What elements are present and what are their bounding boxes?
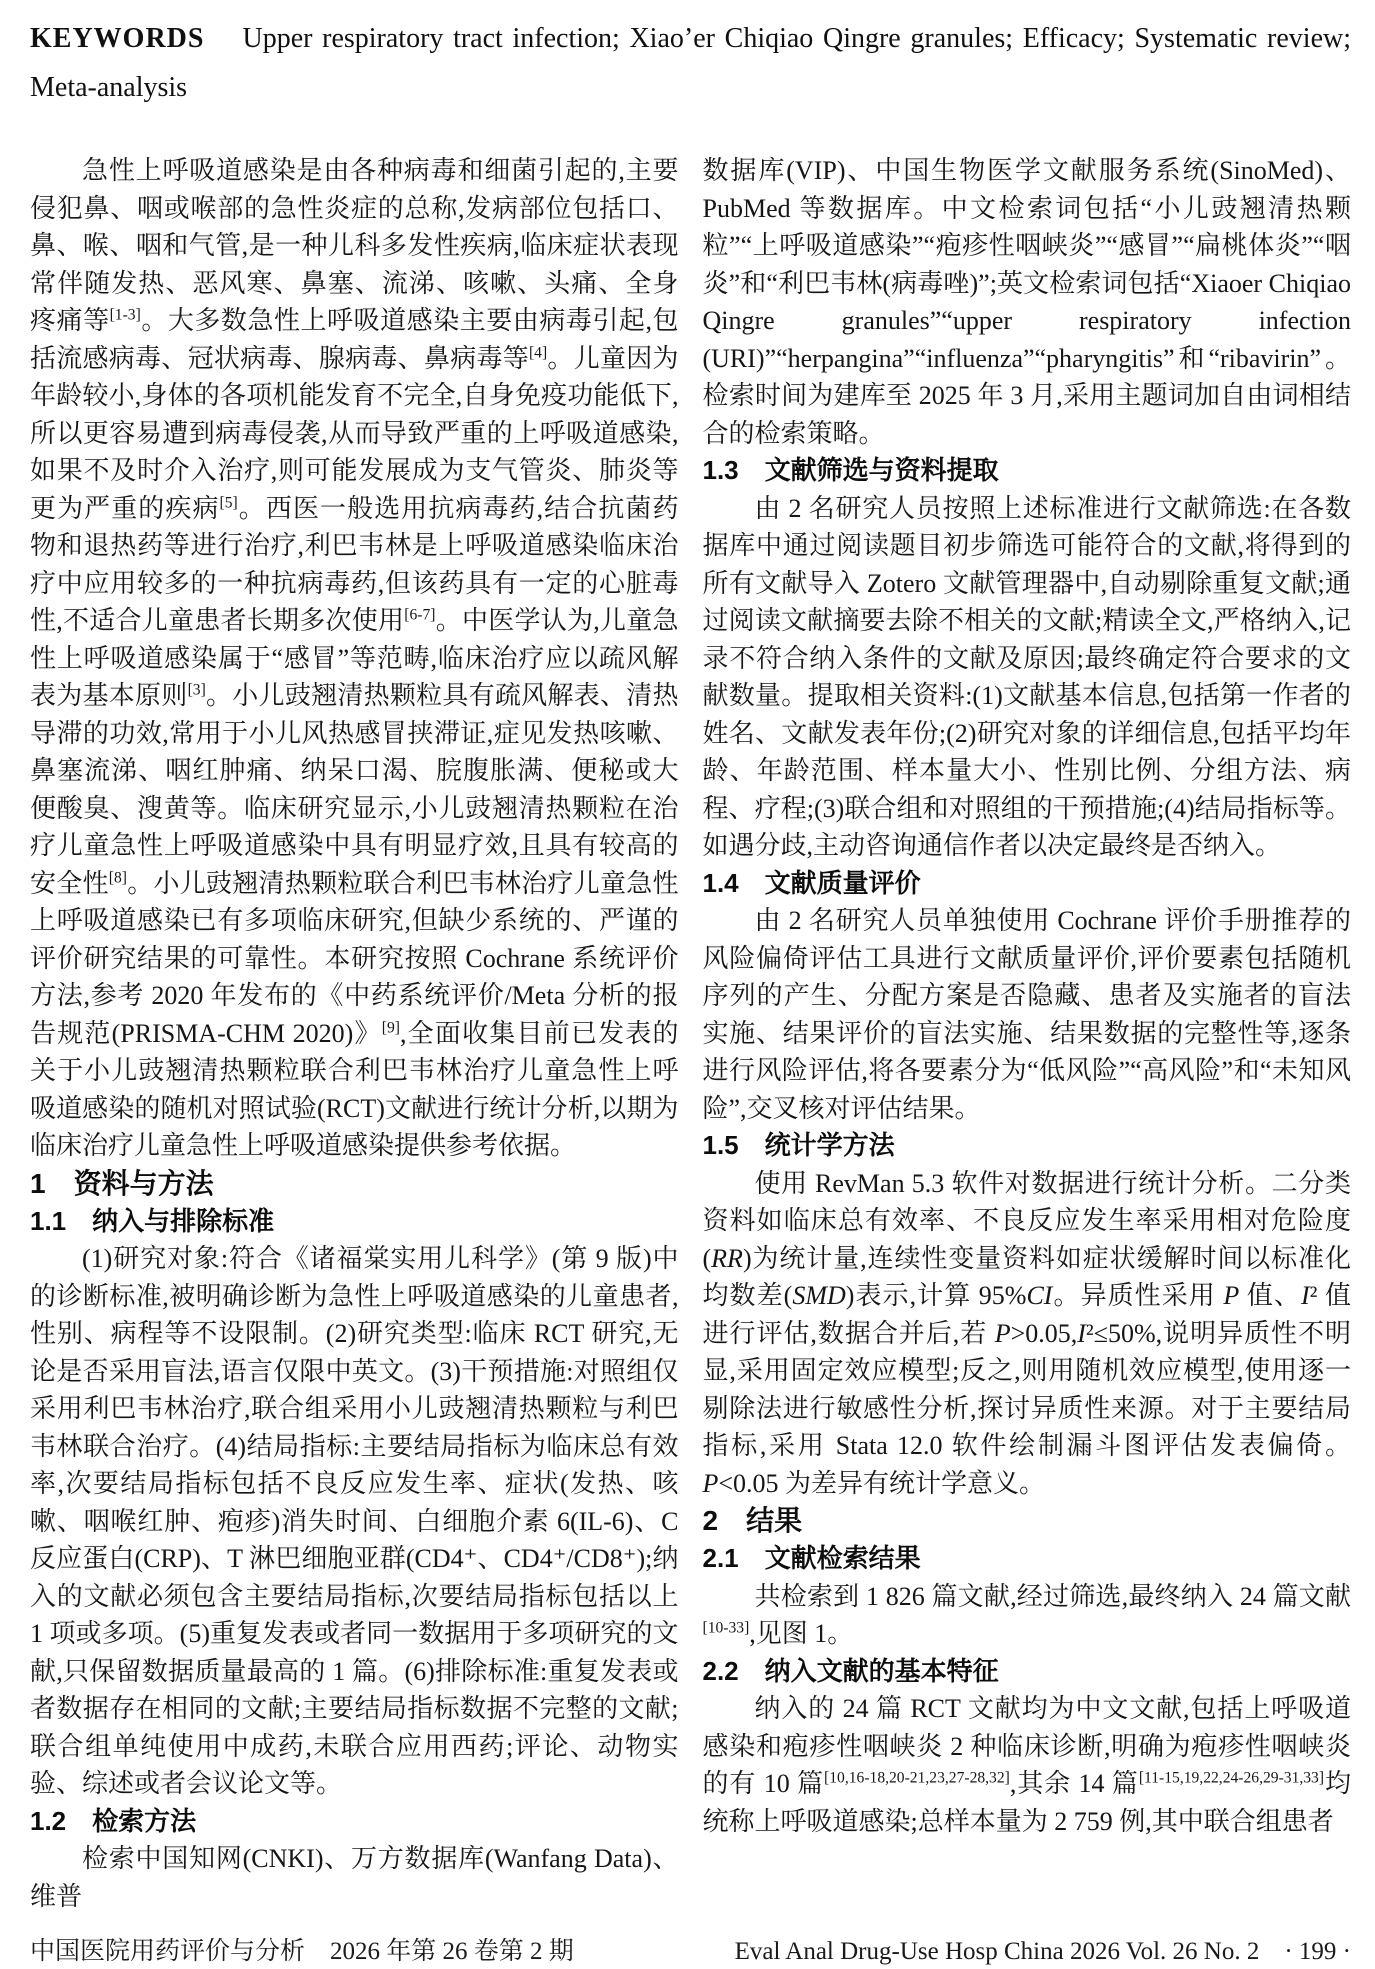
paragraph: 使用 RevMan 5.3 软件对数据进行统计分析。二分类资料如临床总有效率、不良反应发生率采用相对危险度(RR)为统计量,连续性变量资料如症状缓解时间以标准化均数差(SMD)表示,计算 95%CI。异质性采用 P 值、I² 值进行评估,数据合并后,若 P>0.05,I²≤50%,说明异质性不明显,采用固定效应模型;反之,则用随机效应模型,使用逐一剔除法进行敏感性分析,探讨异质性来源。对于主要结局指标,采用 Stata 12.0 软件绘制漏斗图评估发表偏倚。P<0.05 为差异有统计学意义。 (702, 1168, 1351, 1498)
paragraph: 纳入的 24 篇 RCT 文献均为中文文献,包括上呼吸道感染和疱疹性咽峡炎 2 种临床诊断,明确为疱疹性咽峡炎的有 10 篇[10,16-18,20-21,23,27-28,32],其余 14 篇[11-15,19,22,24-26,29-31,33]均统称上呼吸道感染;总样本量为 2 759 例,其中联合组患者 (702, 1694, 1351, 1836)
subsection-heading: 2.1 文献检索结果 (702, 1543, 921, 1573)
keywords-line (30, 14, 1351, 112)
subsection-heading: 2.2 纳入文献的基本特征 (702, 1655, 999, 1686)
paragraph: (1)研究对象:符合《诸福棠实用儿科学》(第 9 版)中的诊断标准,被明确诊断为急性上呼吸道感染的儿童患者,性别、病程等不设限制。(2)研究类型:临床 RCT 研究,无论是否采用盲法,语言仅限中英文。(3)干预措施:对照组仅采用利巴韦林治疗,联合组采用小儿豉翘清热颗粒与利巴韦林联合治疗。(4)结局指标:主要结局指标为临床总有效率,次要结局指标包括不良反应发生率、症状(发热、咳嗽、咽喉红肿、疱疹)消失时间、白细胞介素 6(IL-6)、C 反应蛋白(CRP)、T 淋巴细胞亚群(CD4⁺、CD4⁺/CD8⁺);纳入的文献必须包含主要结局指标,次要结局指标包括以上 1 项或多项。(5)重复发表或者同一数据用于多项研究的文献,只保留数据质量最高的 1 篇。(6)排除标准:重复发表或者数据存在相同的文献;主要结局指标数据不完整的文献;联合组单纯使用中成药,未联合应用西药;评论、动物实验、综述或者会议论文等。 (30, 1244, 679, 1798)
subsection-heading: 1.5 统计学方法 (702, 1130, 895, 1160)
paragraph: 由 2 名研究人员按照上述标准进行文献筛选:在各数据库中通过阅读题目初步筛选可能符合的文献,将得到的所有文献导入 Zotero 文献管理器中,自动剔除重复文献;通过阅读文献摘要去除不相关的文献;精读全文,严格纳入,记录不符合纳入条件的文献及原因;最终确定符合要求的文献数量。提取相关资料:(1)文献基本信息,包括第一作者的姓名、文献发表年份;(2)研究对象的详细信息,包括平均年龄、年龄范围、样本量大小、性别比例、分组方法、病程、疗程;(3)联合组和对照组的干预措施;(4)结局指标等。如遇分歧,主动咨询通信作者以决定最终是否纳入。 (702, 493, 1351, 860)
section-heading: 2 结果 (702, 1505, 803, 1536)
paragraph: 急性上呼吸道感染是由各种病毒和细菌引起的,主要侵犯鼻、咽或喉部的急性炎症的总称,发病部位包括口、鼻、喉、咽和气管,是一种儿科多发性疾病,临床症状表现常伴随发热、恶风寒、鼻塞、流涕、咳嗽、头痛、全身疼痛等[1-3]。大多数急性上呼吸道感染主要由病毒引起,包括流感病毒、冠状病毒、腺病毒、鼻病毒等[4]。儿童因为年龄较小,身体的各项机能发育不完全,自身免疫功能低下,所以更容易遭到病毒侵袭,从而导致严重的上呼吸道感染,如果不及时介入治疗,则可能发展成为支气管炎、肺炎等更为严重的疾病[5]。西医一般选用抗病毒药,结合抗菌药物和退热药等进行治疗,利巴韦林是上呼吸道感染临床治疗中应用较多的一种抗病毒药,但该药具有一定的心脏毒性,不适合儿童患者长期多次使用[6-7]。中医学认为,儿童急性上呼吸道感染属于“感冒”等范畴,临床治疗应以疏风解表为基本原则[3]。小儿豉翘清热颗粒具有疏风解表、清热导滞的功效,常用于小儿风热感冒挟滞证,症见发热咳嗽、鼻塞流涕、咽红肿痛、纳呆口渴、脘腹胀满、便秘或大便酸臭、溲黄等。临床研究显示,小儿豉翘清热颗粒在治疗儿童急性上呼吸道感染中具有明显疗效,且具有较高的安全性[8]。小儿豉翘清热颗粒联合利巴韦林治疗儿童急性上呼吸道感染已有多项临床研究,但缺少系统的、严谨的评价研究结果的可靠性。本研究按照 Cochrane 系统评价方法,参考 2020 年发布的《中药系统评价/Meta 分析的报告规范(PRISMA-CHM 2020)》[9],全面收集目前已发表的关于小儿豉翘清热颗粒联合利巴韦林治疗儿童急性上呼吸道感染的随机对照试验(RCT)文献进行统计分析,以期为临床治疗儿童急性上呼吸道感染提供参考依据。 (30, 156, 679, 1160)
keywords-text: Upper respiratory tract infection; Xiao’er Chiqiao Qingre granules; Efficacy; Systematic review; Meta-analysis (30, 23, 1351, 103)
section-heading: 1 资料与方法 (30, 1167, 214, 1199)
subsection-heading: 1.1 纳入与排除标准 (30, 1205, 275, 1236)
right-text-column (703, 152, 1352, 1840)
paragraph: 共检索到 1 826 篇文献,经过筛选,最终纳入 24 篇文献[10-33],见图 1。 (702, 1581, 1351, 1648)
subsection-heading: 1.3 文献筛选与资料提取 (702, 455, 999, 485)
paragraph: 检索中国知网(CNKI)、万方数据库(Wanfang Data)、维普 (30, 1844, 679, 1911)
paragraph: 由 2 名研究人员单独使用 Cochrane 评价手册推荐的风险偏倚评估工具进行文献质量评价,评价要素包括随机序列的产生、分配方案是否隐藏、患者及实施者的盲法实施、结果评价的盲法实施、结果数据的完整性等,逐条进行风险评估,将各要素分为“低风险”“高风险”和“未知风险”,交叉核对评估结果。 (702, 906, 1351, 1123)
paragraph: 数据库(VIP)、中国生物医学文献服务系统(SinoMed)、PubMed 等数据库。中文检索词包括“小儿豉翘清热颗粒”“上呼吸道感染”“疱疹性咽峡炎”“感冒”“扁桃体炎”“咽炎”和“利巴韦林(病毒唑)”;英文检索词包括“Xiaoer Chiqiao Qingre granules”“upper respiratory infection (URI)”“herpangina”“influenza”“pharyngitis”和“ribavirin”。检索时间为建库至 2025 年 3 月,采用主题词加自由词相结合的检索策略。 (702, 156, 1351, 448)
subsection-heading: 1.2 检索方法 (30, 1805, 197, 1836)
footer-journal-en: Eval Anal Drug-Use Hosp China 2026 Vol. 26 No. 2 · 199 · (734, 1938, 1351, 1965)
two-column-body (30, 152, 1351, 1915)
footer-journal-cn: 中国医院用药评价与分析 2026 年第 26 卷第 2 期 (30, 1938, 574, 1965)
keywords-label: KEYWORDS (30, 23, 205, 54)
left-text-column (30, 152, 679, 1915)
page-footer (30, 1915, 1351, 1969)
subsection-heading: 1.4 文献质量评价 (702, 867, 921, 898)
